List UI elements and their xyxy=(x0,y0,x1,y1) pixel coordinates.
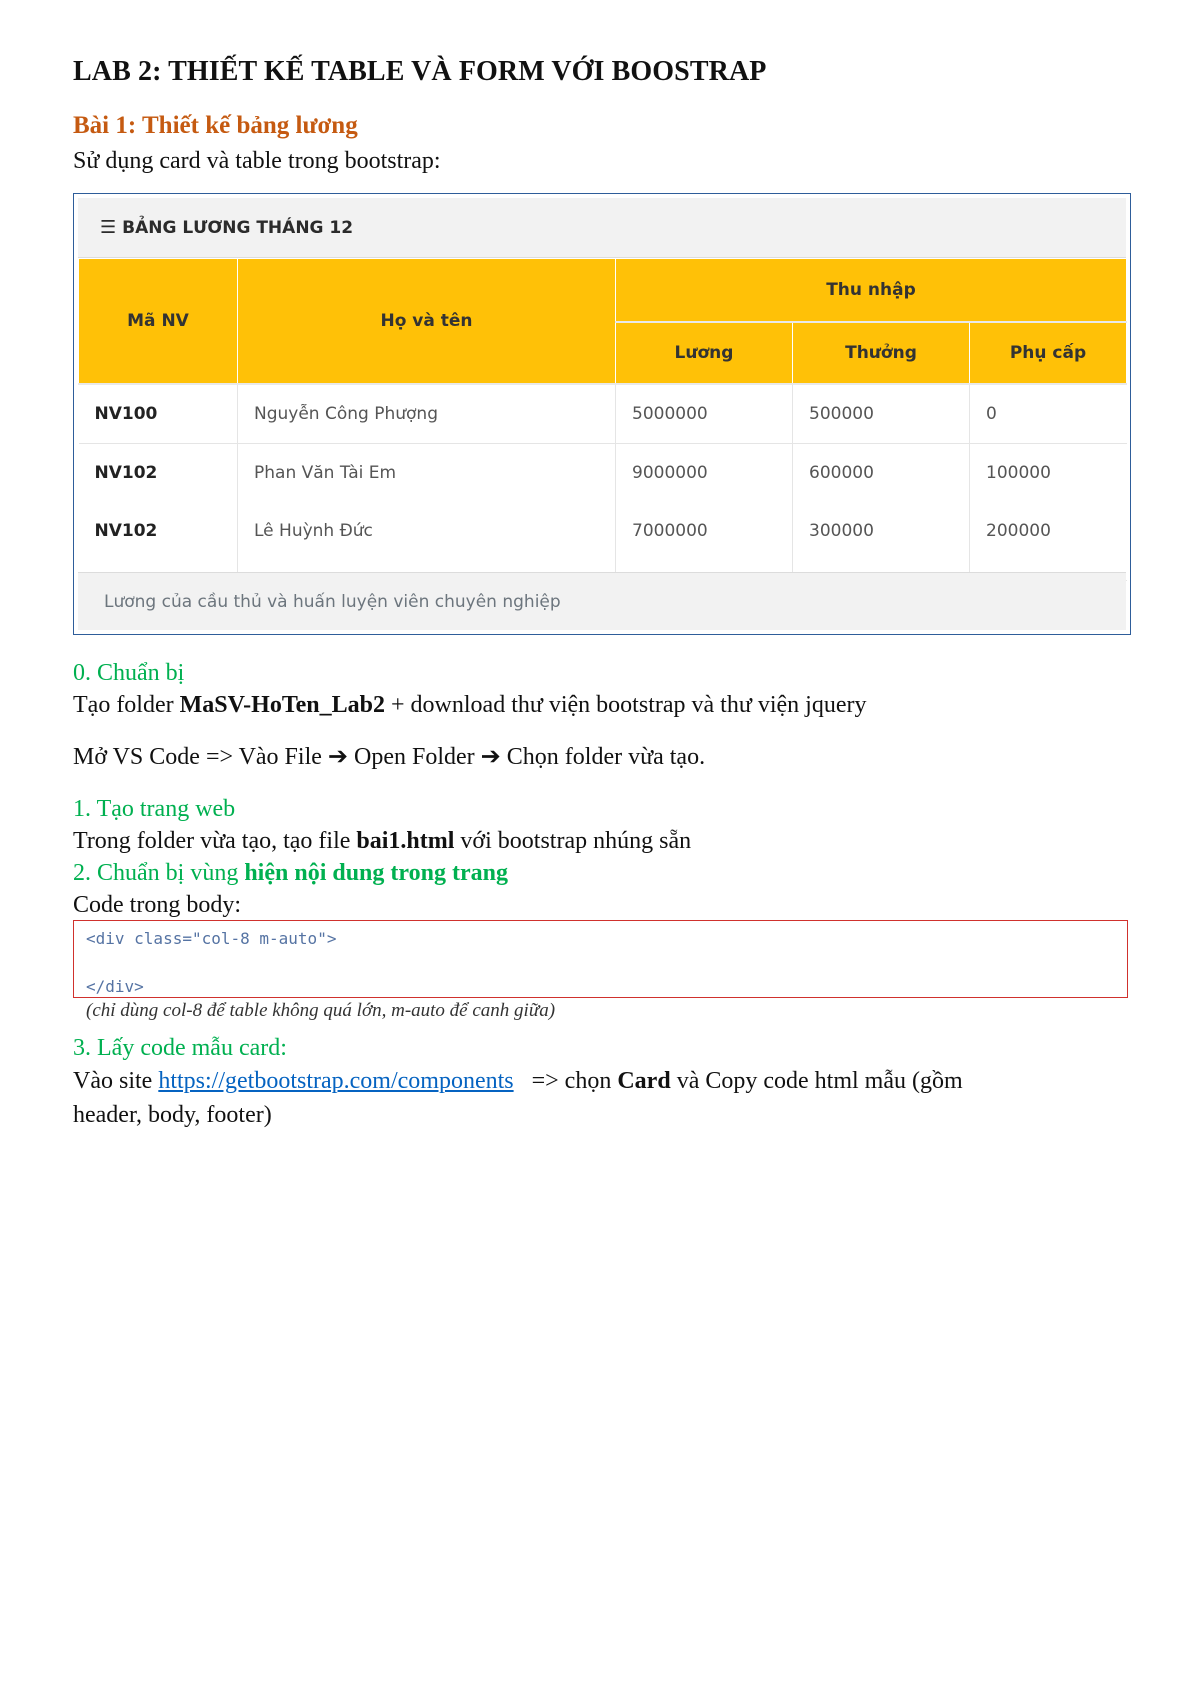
code-line xyxy=(86,951,1115,975)
code-line: </div> xyxy=(86,977,144,996)
col-header-salary: Lương xyxy=(616,322,793,384)
card-header-title: BẢNG LƯƠNG THÁNG 12 xyxy=(122,217,354,238)
arrow-right-icon: ➔ xyxy=(327,744,349,770)
cell-allowance: 100000 xyxy=(986,463,1051,483)
cell-bonus: 300000 xyxy=(793,502,970,560)
step2-heading-text: 2. Chuẩn bị vùng xyxy=(73,860,245,886)
list-icon: ☰ xyxy=(100,217,117,238)
step1-line1 xyxy=(73,826,691,856)
step0-line2 xyxy=(73,742,705,772)
cell-name: Lê Huỳnh Đức xyxy=(238,502,616,560)
col-header-bonus: Thưởng xyxy=(793,322,970,384)
cell-salary: 7000000 xyxy=(616,502,793,560)
step0-text: Chọn folder vừa tạo. xyxy=(500,744,706,770)
step0-text: + download thư viện bootstrap và thư viện jquery xyxy=(385,692,867,718)
table-row xyxy=(79,502,1127,560)
step2-heading xyxy=(73,858,508,888)
table-row xyxy=(79,384,1127,444)
cell-id: NV102 xyxy=(79,502,238,560)
intro-text: Sử dụng card và table trong bootstrap: xyxy=(73,148,441,174)
cell-name: Phan Văn Tài Em xyxy=(238,444,616,503)
cell-allowance: 0 xyxy=(970,384,1127,444)
step3-text: và Copy code html mẫu (gồm xyxy=(670,1068,963,1094)
col-header-allowance: Phụ cấp xyxy=(970,322,1127,384)
code-label: Code trong body: xyxy=(73,892,241,918)
step0-text: Mở VS Code => Vào File xyxy=(73,744,328,770)
cell-bonus: 500000 xyxy=(793,384,970,444)
step3-text: Vào site xyxy=(73,1068,159,1094)
cell-salary: 5000000 xyxy=(616,384,793,444)
salary-table xyxy=(78,258,1127,581)
step0-text: Tạo folder xyxy=(73,692,180,718)
exercise-title: Bài 1: Thiết kế bảng lương xyxy=(73,112,358,139)
step3-heading: 3. Lấy code mẫu card: xyxy=(73,1035,287,1061)
step1-text: với bootstrap nhúng sẵn xyxy=(454,828,692,854)
card-footer: Lương của cầu thủ và huấn luyện viên chuyên nghiệp xyxy=(78,572,1126,630)
cell-id: NV100 xyxy=(79,384,238,444)
cell-id: NV102 xyxy=(79,444,238,503)
file-name: bai1.html xyxy=(356,828,455,854)
code-line: <div class="col-8 m-auto"> xyxy=(86,929,337,948)
step3-line1 xyxy=(73,1066,963,1096)
step0-text: Open Folder xyxy=(348,744,481,770)
cell-name: Nguyễn Công Phượng xyxy=(238,384,616,444)
step3-text: => chọn xyxy=(513,1068,618,1094)
cell-allowance: 200000 xyxy=(986,521,1051,541)
cell-bonus: 600000 xyxy=(793,444,970,503)
bootstrap-components-link[interactable]: https://getbootstrap.com/components xyxy=(158,1068,514,1094)
step1-text: Trong folder vừa tạo, tạo file xyxy=(73,828,357,854)
lab-title: LAB 2: THIẾT KẾ TABLE VÀ FORM VỚI BOOSTRAP xyxy=(73,56,767,87)
cell-salary: 9000000 xyxy=(616,444,793,503)
code-snippet xyxy=(73,920,1128,998)
step0-line1 xyxy=(73,690,866,720)
step0-heading: 0. Chuẩn bị xyxy=(73,660,185,686)
salary-card-screenshot xyxy=(73,193,1131,635)
table-row xyxy=(79,444,1127,503)
card-keyword: Card xyxy=(617,1068,671,1094)
code-note: (chỉ dùng col-8 để table không quá lớn, m-auto để canh giữa) xyxy=(86,1000,556,1021)
arrow-right-icon: ➔ xyxy=(480,744,501,770)
step2-heading-bold: hiện nội dung trong trang xyxy=(244,860,508,886)
card-header xyxy=(78,198,1126,258)
folder-name: MaSV-HoTen_Lab2 xyxy=(179,692,385,718)
step1-heading: 1. Tạo trang web xyxy=(73,796,236,822)
col-header-income: Thu nhập xyxy=(616,259,1127,323)
step3-line2: header, body, footer) xyxy=(73,1102,272,1128)
col-header-id: Mã NV xyxy=(79,259,238,385)
col-header-name: Họ và tên xyxy=(238,259,616,385)
